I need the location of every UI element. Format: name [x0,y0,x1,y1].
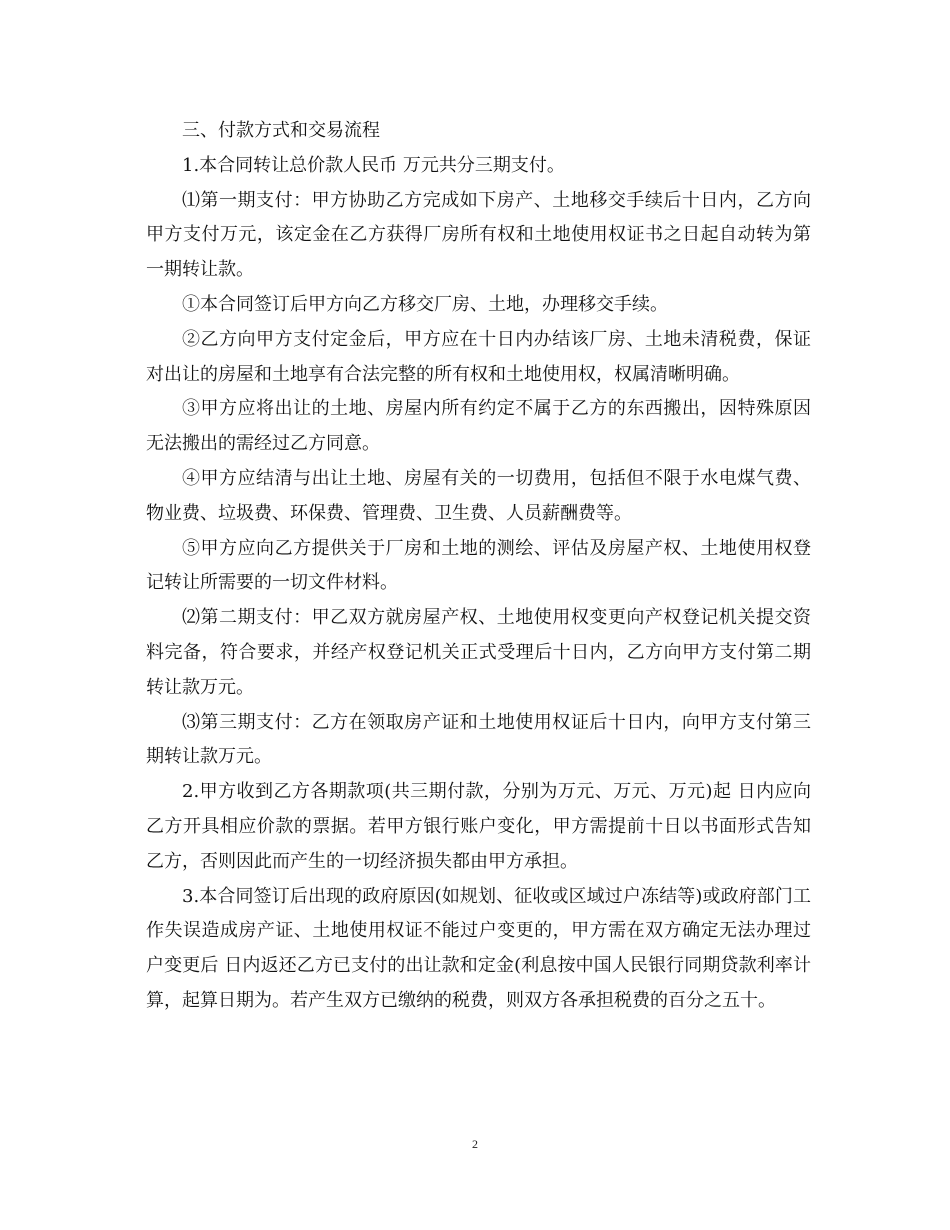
clause-1-phase-3: ⑶第三期支付：乙方在领取房产证和土地使用权证后十日内，向甲方支付第三期转让款万元。 [146,711,811,768]
clause-1-phase-1: ⑴第一期支付：甲方协助乙方完成如下房产、土地移交手续后十日内，乙方向甲方支付万元，该定金在乙方获得厂房所有权和土地使用权证书之日起自动转为第一期转让款。 [146,189,811,281]
page-number: 2 [472,1137,478,1151]
phase-1-item-4: ④甲方应结清与出让土地、房屋有关的一切费用，包括但不限于水电煤气费、物业费、垃圾费、环保费、管理费、卫生费、人员薪酬费等。 [146,467,811,524]
clause-3: 3.本合同签订后出现的政府原因(如规划、征收或区域过户冻结等)或政府部门工作失误造成房产证、土地使用权证不能过户变更的，甲方需在双方确定无法办理过户变更后 日内返还乙方已支付的出让款和定金(利息按中国人民银行同期贷款利率计算，起算日期为。若产生双方已缴纳的税费，则双方各承担税费的百分之五十。 [146,885,811,1011]
clause-1-phase-2: ⑵第二期支付：甲乙双方就房屋产权、土地使用权变更向产权登记机关提交资料完备，符合要求，并经产权登记机关正式受理后十日内，乙方向甲方支付第二期转让款万元。 [146,607,811,698]
phase-1-item-2: ②乙方向甲方支付定金后，甲方应在十日内办结该厂房、土地未清税费，保证对出让的房屋和土地享有合法完整的所有权和土地使用权，权属清晰明确。 [146,328,811,385]
clause-2: 2.甲方收到乙方各期款项(共三期付款，分别为万元、万元、万元)起 日内应向乙方开具相应价款的票据。若甲方银行账户变化，甲方需提前十日以书面形式告知乙方，否则因此而产生的一切经济损失都由甲方承担。 [146,781,811,872]
document-body [146,114,811,1019]
phase-1-item-5: ⑤甲方应向乙方提供关于厂房和土地的测绘、评估及房屋产权、土地使用权登记转让所需要的一切文件材料。 [146,537,811,594]
phase-1-item-1: ①本合同签订后甲方向乙方移交厂房、土地，办理移交手续。 [182,293,668,315]
phase-1-item-3: ③甲方应将出让的土地、房屋内所有约定不属于乙方的东西搬出，因特殊原因无法搬出的需经过乙方同意。 [146,398,811,455]
section-heading: 三、付款方式和交易流程 [182,120,380,141]
clause-1: 1.本合同转让总价款人民币 万元共分三期支付。 [182,154,565,176]
